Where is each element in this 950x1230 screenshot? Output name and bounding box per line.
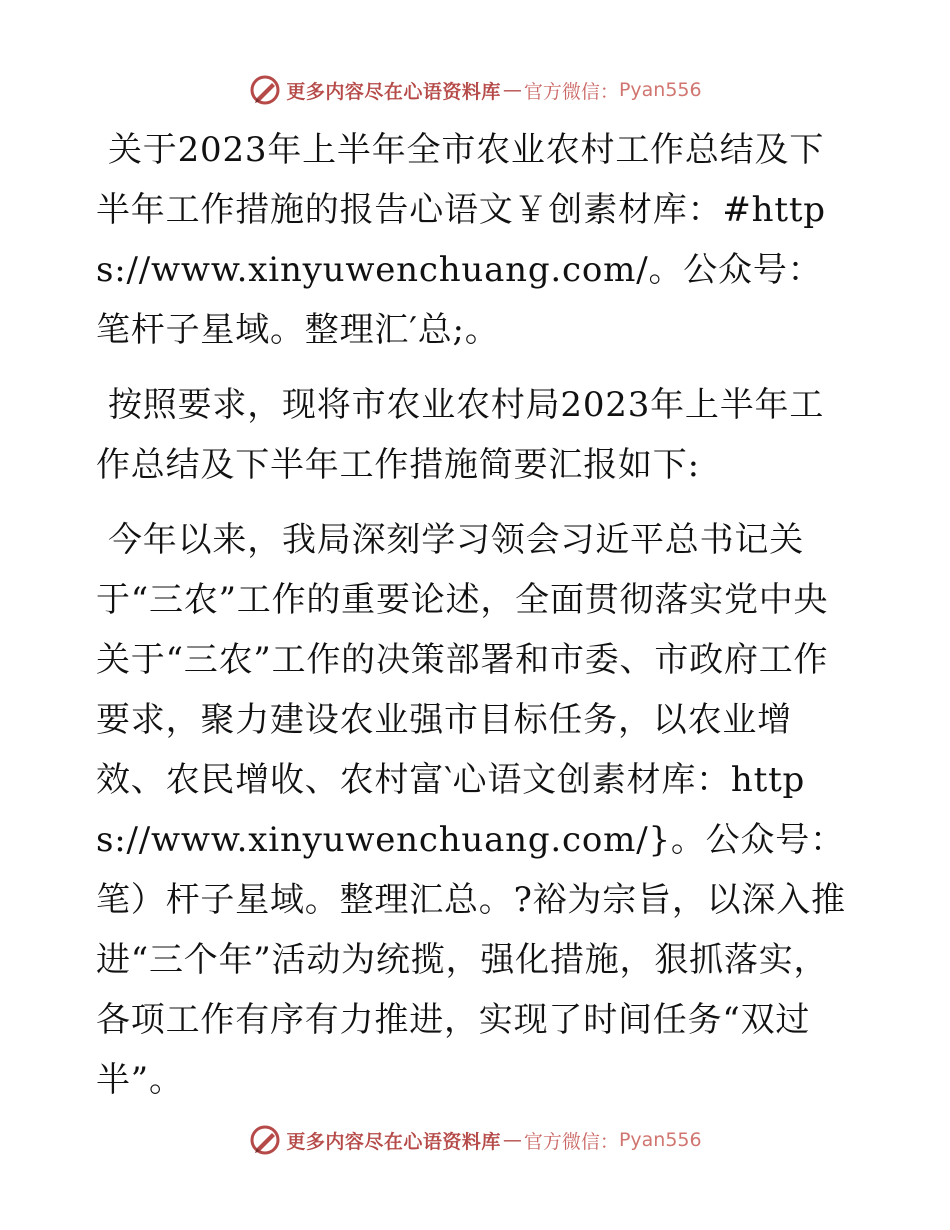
document-body (96, 120, 856, 1125)
report-title-paragraph: 关于2023年上半年全市农业农村工作总结及下半年工作措施的报告心语文￥创素材库：#https://www.xinyuwenchuang.com/。公众号：笔杆子星域。整理汇′总;。 (96, 130, 826, 350)
pen-circle-logo-icon (248, 73, 282, 107)
banner-wechat-label: 官方微信： (523, 80, 619, 103)
footer-watermark-banner (0, 1120, 950, 1160)
banner-main-text: 更多内容尽在心语资料库 (286, 1130, 501, 1153)
banner-wechat-id: Pyan556 (618, 1129, 702, 1151)
banner-main-text: 更多内容尽在心语资料库 (286, 80, 501, 103)
header-watermark-banner (0, 70, 950, 110)
banner-separator: — (502, 1129, 522, 1151)
pen-circle-logo-icon (248, 1123, 282, 1157)
summary-paragraph: 今年以来，我局深刻学习领会习近平总书记关于“三农”工作的重要论述，全面贯彻落实党中央关于“三农”工作的决策部署和市委、市政府工作要求，聚力建设农业强市目标任务，以农业增效、农民增收、农村富‵心语文创素材库：https://www.xinyuwenchuang.com/}。公众号：笔）杆子星域。整理汇总。?裕为宗旨，以深入推进“三个年”活动为统揽，强化措施，狠抓落实，各项工作有序有力推进，实现了时间任务“双过半”。 (96, 520, 846, 1100)
intro-paragraph: 按照要求，现将市农业农村局2023年上半年工作总结及下半年工作措施简要汇报如下: (96, 385, 825, 485)
banner-wechat-id: Pyan556 (618, 79, 702, 101)
banner-wechat-label: 官方微信： (523, 1130, 619, 1153)
banner-separator: — (502, 79, 522, 101)
